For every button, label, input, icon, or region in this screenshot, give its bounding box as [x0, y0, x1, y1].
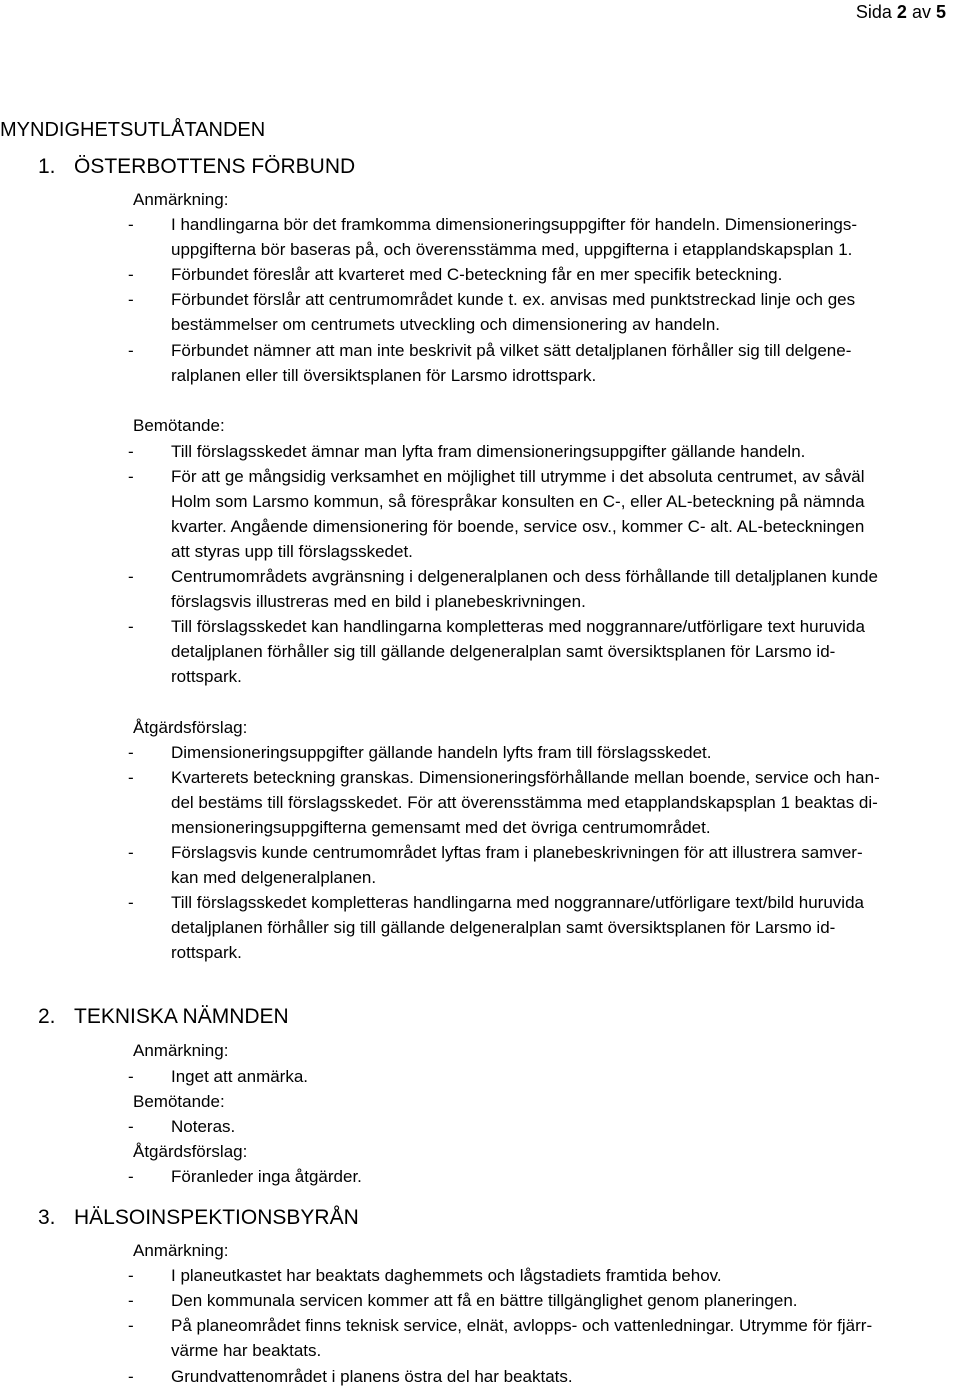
anm-bullet-line: Grundvattenområdet i planens östra del har beaktats.	[171, 1367, 573, 1386]
bullet-dash: -	[128, 768, 134, 787]
bem-bullet-line: Noteras.	[171, 1117, 236, 1136]
bullet-dash: -	[128, 1117, 134, 1136]
atg-bullet-line: Kvarterets beteckning granskas. Dimensioneringsförhållande mellan boende, service och han-	[171, 768, 880, 787]
bem-bullet-line: rottspark.	[171, 667, 242, 686]
anm-bullet-line: Inget att anmärka.	[171, 1067, 309, 1086]
bem-bullet-line: att styras upp till förslagsskedet.	[171, 542, 413, 561]
document-title: MYNDIGHETSUTLÅTANDEN	[0, 119, 266, 141]
bem-bullet-line: förslagsvis illustreras med en bild i planebeskrivningen.	[171, 592, 586, 611]
atg-bullet-line: detaljplanen förhåller sig till gällande delgeneralplan samt översiktsplanen för Larsmo id-	[171, 918, 836, 937]
atg-bullet-line: del bestäms till förslagsskedet. För att överensstämma med etapplandskapsplan 1 beaktas di-	[171, 793, 878, 812]
atg-bullet-line: kan med delgeneralplanen.	[171, 868, 377, 887]
bullet-dash: -	[128, 1067, 134, 1086]
section-number: 2.	[38, 1005, 56, 1028]
bullet-dash: -	[128, 617, 134, 636]
bullet-dash: -	[128, 1167, 134, 1186]
bullet-dash: -	[128, 1266, 134, 1285]
bullet-dash: -	[128, 1316, 134, 1335]
bem-label: Bemötande:	[133, 416, 225, 435]
atg-bullet-line: Till förslagsskedet kompletteras handlingarna med noggrannare/utförligare text/bild huruvida	[171, 893, 864, 912]
bullet-dash: -	[128, 467, 134, 486]
atg-bullet-line: mensioneringsuppgifterna gemensamt med det övriga centrumområdet.	[171, 818, 711, 837]
bullet-dash: -	[128, 567, 134, 586]
anm-label: Anmärkning:	[133, 1041, 229, 1060]
anm-bullet-line: bestämmelser om centrumets utveckling och dimensionering av handeln.	[171, 315, 720, 334]
bullet-dash: -	[128, 1291, 134, 1310]
atg-bullet-line: Förslagsvis kunde centrumområdet lyftas fram i planebeskrivningen för att illustrera samver-	[171, 843, 863, 862]
bem-bullet-line: kvarter. Angående dimensionering för boende, service osv., kommer C- alt. AL-beteckningen	[171, 517, 865, 536]
anm-label: Anmärkning:	[133, 190, 229, 209]
atg-bullet-line: rottspark.	[171, 943, 242, 962]
bem-label: Bemötande:	[133, 1092, 225, 1111]
anm-label: Anmärkning:	[133, 1241, 229, 1260]
bullet-dash: -	[128, 843, 134, 862]
anm-bullet-line: ralplanen eller till översiktsplanen för Larsmo idrottspark.	[171, 366, 597, 385]
atg-bullet-line: Föranleder inga åtgärder.	[171, 1167, 362, 1186]
anm-bullet-line: Förbundet nämner att man inte beskrivit på vilket sätt detaljplanen förhåller sig till delgene-	[171, 341, 852, 360]
atg-label: Åtgärdsförslag:	[133, 718, 248, 737]
section-number: 3.	[38, 1206, 56, 1229]
page-number: Sida 2 av 5	[855, 2, 946, 22]
bullet-dash: -	[128, 893, 134, 912]
anm-bullet-line: värme har beaktats.	[171, 1341, 322, 1360]
section-title: TEKNISKA NÄMNDEN	[74, 1005, 289, 1028]
section-title: HÄLSOINSPEKTIONSBYRÅN	[74, 1206, 359, 1229]
section-number: 1.	[38, 155, 56, 178]
bullet-dash: -	[128, 265, 134, 284]
bullet-dash: -	[128, 341, 134, 360]
section-title: ÖSTERBOTTENS FÖRBUND	[74, 155, 356, 178]
bullet-dash: -	[128, 215, 134, 234]
bem-bullet-line: Centrumområdets avgränsning i delgeneralplanen och dess förhållande till detaljplanen kunde	[171, 567, 878, 586]
bullet-dash: -	[128, 1367, 134, 1386]
atg-bullet-line: Dimensioneringsuppgifter gällande handeln lyfts fram till förslagsskedet.	[171, 743, 712, 762]
anm-bullet-line: I planeutkastet har beaktats daghemmets och lågstadiets framtida behov.	[171, 1266, 722, 1285]
anm-bullet-line: uppgifterna bör baseras på, och överensstämma med, uppgifterna i etapplandskapsplan 1.	[171, 240, 853, 259]
bullet-dash: -	[128, 290, 134, 309]
bem-bullet-line: detaljplanen förhåller sig till gällande delgeneralplan samt översiktsplanen för Larsmo id-	[171, 642, 836, 661]
anm-bullet-line: Förbundet föreslår att kvarteret med C-beteckning får en mer specifik beteckning.	[171, 265, 783, 284]
anm-bullet-line: I handlingarna bör det framkomma dimensioneringsuppgifter för handeln. Dimensionerings-	[171, 215, 858, 234]
bullet-dash: -	[128, 442, 134, 461]
anm-bullet-line: Den kommunala servicen kommer att få en bättre tillgänglighet genom planeringen.	[171, 1291, 798, 1310]
atg-label: Åtgärdsförslag:	[133, 1142, 248, 1161]
anm-bullet-line: På planeområdet finns teknisk service, elnät, avlopps- och vattenledningar. Utrymme för fjärr-	[171, 1316, 873, 1335]
anm-bullet-line: Förbundet förslår att centrumområdet kunde t. ex. anvisas med punktstreckad linje och ges	[171, 290, 856, 309]
bem-bullet-line: För att ge mångsidig verksamhet en möjlighet till utrymme i det absoluta centrumet, av såväl	[171, 467, 865, 486]
bem-bullet-line: Till förslagsskedet ämnar man lyfta fram dimensioneringsuppgifter gällande handeln.	[171, 442, 806, 461]
bem-bullet-line: Till förslagsskedet kan handlingarna kompletteras med noggrannare/utförligare text huruvida	[171, 617, 865, 636]
bem-bullet-line: Holm som Larsmo kommun, så förespråkar konsulten en C-, eller AL-beteckning på nämnda	[171, 492, 865, 511]
bullet-dash: -	[128, 743, 134, 762]
